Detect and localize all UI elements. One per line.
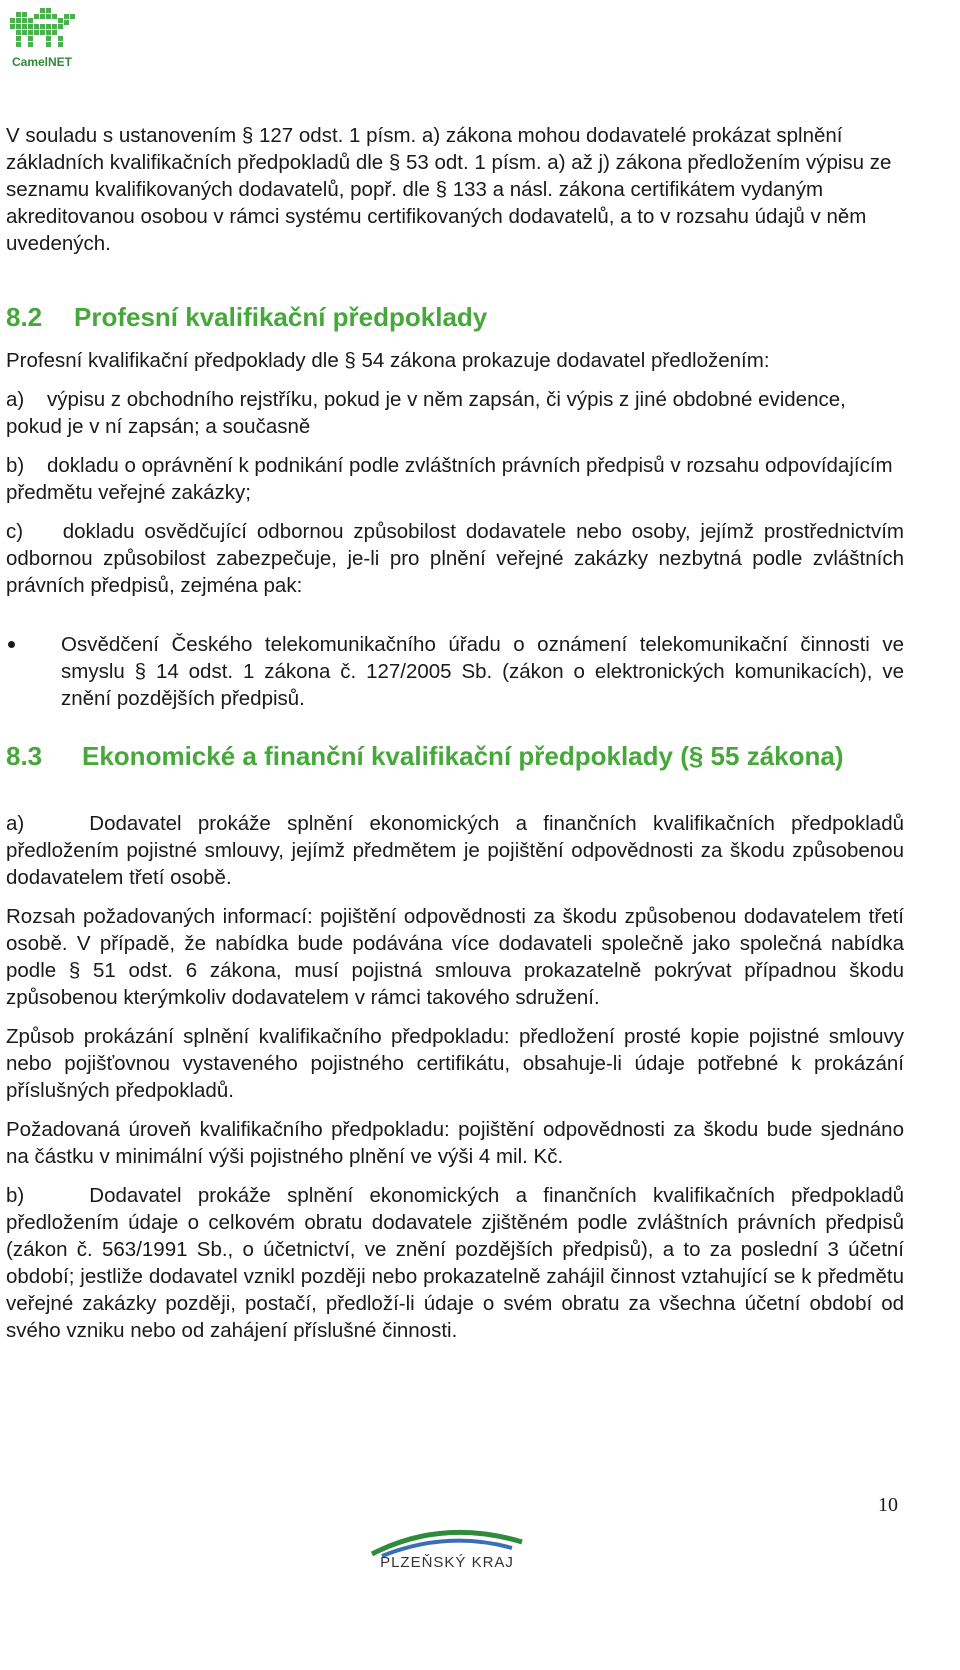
section-lead: Profesní kvalifikační předpoklady dle § 54 zákona prokazuje dodavatel předložením: — [6, 349, 770, 372]
list-item-b: b) dokladu o oprávnění k podnikání podle zvláštních právních předpisů v rozsahu odpovídajícím předmětu veřejné zakázky; — [6, 454, 893, 504]
page-number: 10 — [878, 1494, 898, 1516]
section-title: Profesní kvalifikační předpoklady — [74, 302, 488, 332]
plzensky-kraj-logo — [362, 1524, 532, 1588]
paragraph-zpusob: Způsob prokázání splnění kvalifikačního předpokladu: předložení prosté kopie pojistné smlouvy nebo pojišťovnou vystaveného pojistného certifikátu, obsahuje-li údaje potřebné k prokázání příslušných předpokladů. — [6, 1025, 904, 1102]
paragraph-uroven: Požadovaná úroveň kvalifikačního předpokladu: pojištění odpovědnosti za škodu bude sjednáno na částku v minimální výši pojistného plnění ve výši 4 mil. Kč. — [6, 1118, 904, 1168]
bullet-text: Osvědčení Českého telekomunikačního úřadu o oznámení telekomunikační činnosti ve smyslu § 14 odst. 1 zákona č. 127/2005 Sb. (zákon o elektronických komunikacích), ve znění pozdějších předpisů. — [61, 633, 904, 710]
section-heading-8-2 — [6, 301, 904, 333]
camelnet-logo — [6, 4, 78, 74]
camelnet-logo-text: CamelNET — [11, 55, 73, 69]
section-number: 8.3 — [6, 741, 43, 771]
plzensky-kraj-logo-text: PLZEŇSKÝ KRAJ — [380, 1554, 514, 1571]
document-body — [6, 122, 904, 1356]
camel-icon — [6, 4, 78, 56]
section-title: Ekonomické a finanční kvalifikační předpoklady (§ 55 zákona) — [82, 741, 844, 771]
section-number: 8.2 — [6, 302, 43, 332]
list-item-a: a) výpisu z obchodního rejstříku, pokud je v něm zapsán, či výpis z jiné obdobné evidence, pokud je v ní zapsán; a současně — [6, 388, 846, 438]
list-item-a: a) Dodavatel prokáže splnění ekonomických a finančních kvalifikačních předpokladů předložením pojistné smlouvy, jejímž předmětem je pojištění odpovědnosti za škodu způsobenou dodavatelem třetí osobě. — [6, 812, 904, 889]
intro-paragraph: V souladu s ustanovením § 127 odst. 1 písm. a) zákona mohou dodavatelé prokázat splnění základních kvalifikačních předpokladů dle § 53 odt. 1 písm. a) až j) zákona předložením výpisu ze seznamu kvalifikovaných dodavatelů, popř. dle § 133 a násl. zákona certifikátem vydaným akreditovanou osobou v rámci systému certifikovaných dodavatelů, a to v rozsahu údajů v něm uvedených. — [6, 124, 892, 255]
list-item-b: b) Dodavatel prokáže splnění ekonomických a finančních kvalifikačních předpokladů předložením údaje o celkovém obratu dodavatele zjištěném podle zvláštních právních předpisů (zákon č. 563/1991 Sb., o účetnictví, ve znění pozdějších předpisů), a to za poslední 3 účetní období; jestliže dodavatel vznikl později nebo prokazatelně zahájil činnost vztahující se k předmětu veřejné zakázky později, postačí, předloží-li údaje o svém obratu za všechna účetní období od svého vzniku nebo od zahájení příslušné činnosti. — [6, 1184, 904, 1342]
paragraph-rozsah: Rozsah požadovaných informací: pojištění odpovědnosti za škodu způsobenou dodavatelem třetí osobě. V případě, že nabídka bude podávána více dodavateli společně jako společná nabídka podle § 51 odst. 6 zákona, musí pojistná smlouva prokazatelně pokrývat případnou škodu způsobenou kterýmkoliv dodavatelem v rámci takového sdružení. — [6, 905, 904, 1009]
section-heading-8-3 — [6, 740, 904, 772]
bullet-icon — [8, 641, 15, 648]
list-item-c: c) dokladu osvědčující odbornou způsobilost dodavatele nebo osoby, jejímž prostřednictvím odbornou způsobilost zabezpečuje, je-li pro plnění veřejné zakázky nezbytná podle zvláštních právních předpisů, zejména pak: — [6, 520, 904, 597]
bullet-item — [6, 631, 904, 712]
swoosh-icon — [362, 1524, 532, 1558]
